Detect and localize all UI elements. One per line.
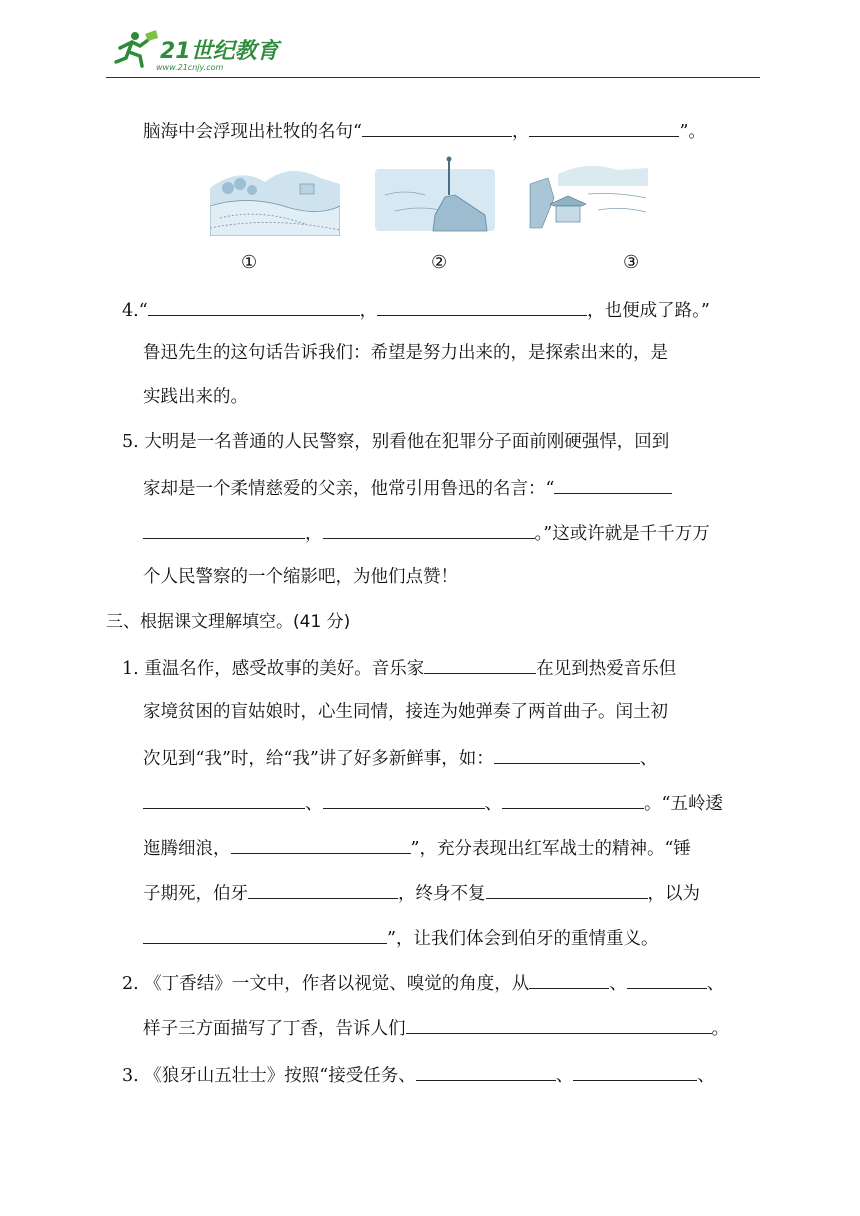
q4-line-2: 鲁迅先生的这句话告诉我们：希望是努力出来的，是探索出来的，是 [143,343,668,363]
question-number: 4. [122,301,139,321]
answer-blank[interactable] [231,835,411,854]
s3q2-line-1: 2. 《丁香结》一文中，作者以视觉、嗅觉的角度，从 、 、 [122,970,724,996]
answer-blank[interactable] [494,745,640,764]
answer-blank[interactable] [529,970,609,989]
q4-line-3: 实践出来的。 [143,387,248,407]
sea-cliff-figure-illustration [375,155,495,237]
answer-blank[interactable] [416,1062,556,1081]
q5-line-1: 5. 大明是一名普通的人民警察，别看他在犯罪分子面前刚硬强悍，回到 [122,432,670,452]
answer-blank[interactable] [248,880,398,899]
s3q1-line-4: 、 、 。“五岭逶 [143,790,723,816]
21cnjy-logo [112,28,282,72]
s3q1-line-7: ”，让我们体会到伯牙的重情重义。 [143,925,658,951]
question-number: 3. [122,1066,139,1086]
answer-blank[interactable] [502,790,644,809]
logo-url: www.21cnjy.com [156,63,224,72]
picture-label-2: ② [431,252,448,273]
answer-blank[interactable] [554,475,672,494]
answer-blank[interactable] [323,520,535,539]
answer-blank[interactable] [148,297,360,316]
answer-blank[interactable] [143,520,305,539]
page-header [106,22,760,78]
picture-label-3: ③ [623,252,640,273]
picture-label-1: ① [241,252,258,273]
header-divider [106,77,760,78]
s3q1-line-6: 子期死，伯牙 ，终身不复 ，以为 [143,880,700,906]
answer-blank[interactable] [143,790,305,809]
landscape-farmland-illustration [210,158,340,236]
answer-blank[interactable] [362,118,512,137]
answer-blank[interactable] [424,655,536,674]
q5-line-3: ， 。”这或许就是千千万万 [143,520,710,546]
logo-text: 21世纪教育 [160,39,279,64]
q5-line-4: 个人民警察的一个缩影吧，为他们点赞！ [143,567,458,587]
question-number: 1. [122,659,139,679]
s3q2-line-2: 样子三方面描写了丁香，告诉人们 。 [143,1015,729,1041]
answer-blank[interactable] [377,297,587,316]
section-3-title: 三、根据课文理解填空。(41 分) [106,612,351,632]
s3q1-line-5: 迤腾细浪， ”，充分表现出红军战士的精神。“锤 [143,835,691,861]
question-number: 2. [122,974,139,994]
answer-blank[interactable] [529,118,679,137]
city-river-pavilion-illustration [528,158,648,236]
s3q3-line-1: 3. 《狼牙山五壮士》按照“接受任务、 、 、 [122,1062,715,1088]
s3q1-line-1: 1. 重温名作，感受故事的美好。音乐家 在见到热爱音乐但 [122,655,676,681]
running-man-icon [116,30,158,66]
answer-blank[interactable] [486,880,648,899]
q5-line-2: 家却是一个柔情慈爱的父亲，他常引用鲁迅的名言：“ [143,475,672,501]
answer-blank[interactable] [627,970,707,989]
question-number: 5. [122,432,139,452]
answer-blank[interactable] [406,1015,712,1034]
s3q1-line-3: 次见到“我”时，给“我”讲了好多新鲜事，如： 、 [143,745,657,771]
s3q1-line-2: 家境贫困的盲姑娘时，心生同情，接连为她弹奏了两首曲子。闰土初 [143,702,668,722]
answer-blank[interactable] [143,925,387,944]
q4-line-1: 4.“ ， ，也便成了路。” [122,297,710,323]
answer-blank[interactable] [573,1062,697,1081]
answer-blank[interactable] [323,790,485,809]
q3-continued-line: 脑海中会浮现出杜牧的名句“ ， ”。 [143,118,706,144]
